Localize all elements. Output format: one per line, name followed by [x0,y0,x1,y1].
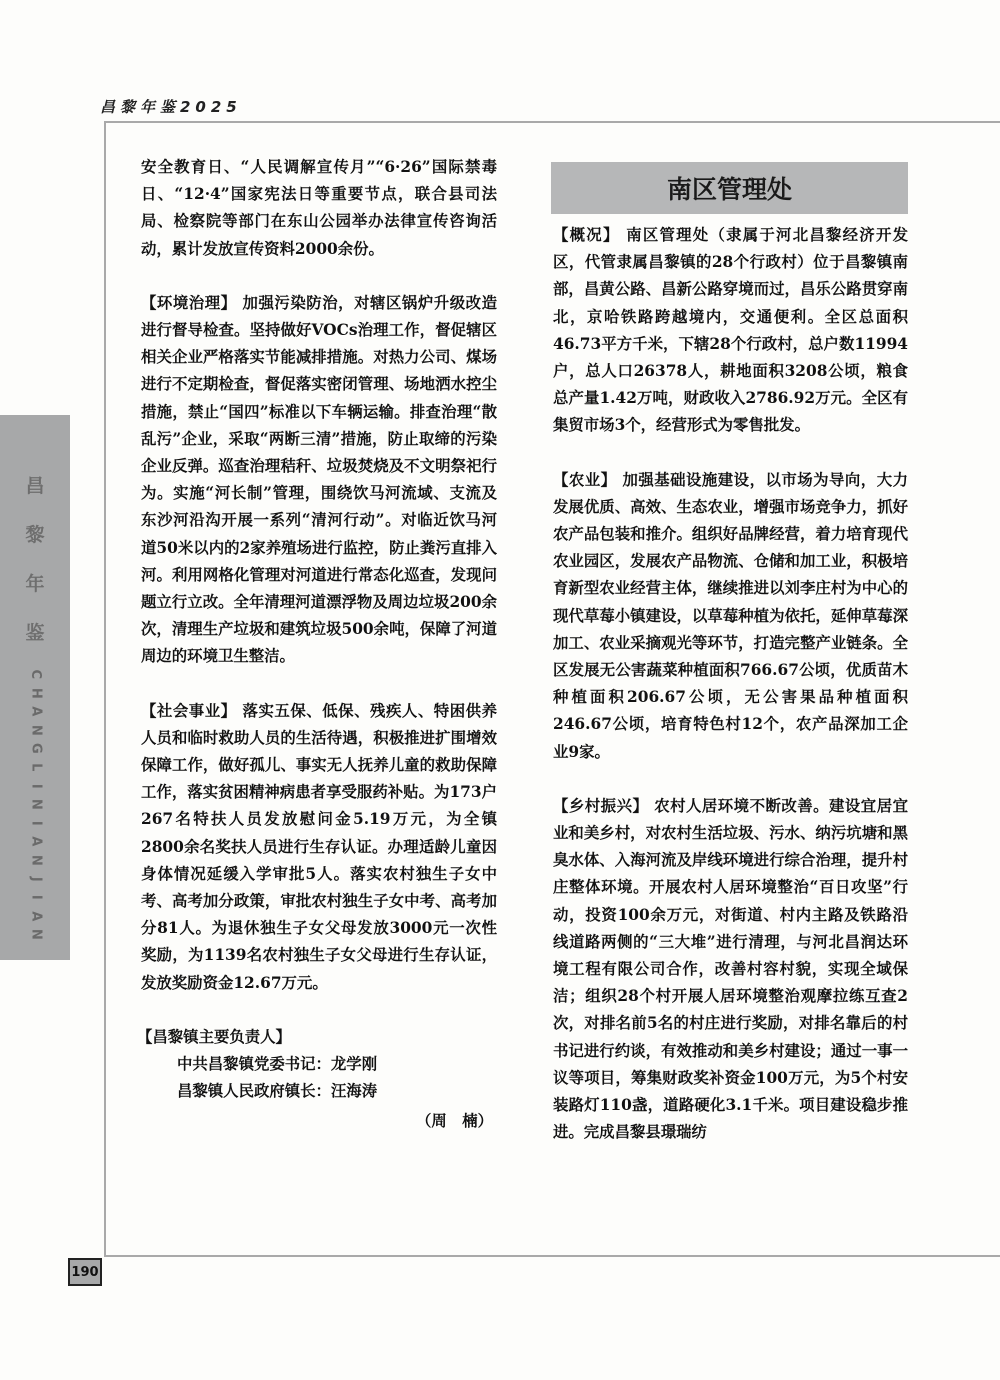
left-column [137,154,497,1135]
agriculture-text: 加强基础设施建设，以市场为导向，大力发展优质、高效、生态农业，增强市场竞争力，抓好农产品包装和推介。组织好品牌经营，着力培育现代农业园区，发展农产品物流、仓储和加工业，积极培育新型农业经营主体，继续推进以刘李庄村为中心的现代草莓小镇建设，以草莓种植为依托，延伸草莓深加工、农业采摘观光等环节，打造完整产业链条。全区发展无公害蔬菜种植面积766.67公顷，优质苗木种植面积206.67公顷，无公害果品种植面积246.67公顷，培育特色村12个，农产品深加工企业9家。 [553,470,908,761]
overview-paragraph [553,222,908,440]
pinyin-letter: A [28,706,44,717]
leaders-label: 【昌黎镇主要负责人】 [137,1027,291,1046]
pinyin-letter: N [28,724,44,736]
section-title: 南区管理处 [551,162,908,214]
side-tab [0,415,70,960]
rural-text: 农村人居环境不断改善。建设宜居宜业和美乡村，对农村生活垃圾、污水、纳污坑塘和黑臭水体、入海河流及岸线环境进行综合治理，提升村庄整体环境。开展农村人居环境整治“百日攻坚”行动，投资100余万元，对街道、村内主路及铁路沿线道路两侧的“三大堆”进行清理，与河北昌润达环境工程有限公司合作，改善村容村貌，实现全域保洁；组织28个村开展人居环境整治观摩拉练互查2次，对排名前5名的村庄进行奖励，对排名靠后的村书记进行约谈，有效推动和美乡村建设；通过一事一议等项目，筹集财政奖补资金100万元，为5个村安装路灯110盏，道路硬化3.1千米。项目建设稳步推进。完成昌黎县璟瑞纺 [553,796,908,1142]
editor-credit: （周 楠） [416,1111,493,1130]
rural-label: 【乡村振兴】 [553,796,649,815]
pinyin-letter: N [28,799,44,810]
side-tab-char: 昌 [25,475,45,497]
agriculture-paragraph [553,467,908,766]
overview-text: 南区管理处（隶属于河北昌黎经济开发区，代管隶属昌黎镇的28个行政村）位于昌黎镇南部，昌黄公路、昌新公路穿境而过，昌乐公路贯穿南北，京哈铁路跨越境内，交通便利。全区总面积46.73平方千米，下辖28个行政村，总户数11994户，总人口26378人，耕地面积3208公顷，粮食总产量1.42万吨，财政收入2786.92万元。全区有集贸市场3个，经营形式为零售批发。 [553,226,908,435]
agriculture-label: 【农业】 [553,470,617,489]
pinyin-letter: A [28,836,44,847]
side-tab-char: 黎 [25,524,45,546]
environment-text: 加强污染防治，对辖区锅炉升级改造进行督导检查。坚持做好VOCs治理工作，督促辖区相关企业严格落实节能减排措施。对热力公司、煤场进行不定期检查，督促落实密闭管理、场地洒水控尘措施，禁止“国四”标准以下车辆运输。排查治理“散乱污”企业，采取“两断三清”措施，防止取缔的污染企业反弹。巡查治理秸秆、垃圾焚烧及不文明祭祀行为。实施“河长制”管理，围绕饮马河流域、支流及东沙河沿沟开展一系列“清河行动”。对临近饮马河道50米以内的2家养殖场进行监控，防止粪污直排入河。利用网格化管理对河道进行常态化巡查，发现问题立行立改。全年清理河道漂浮物及周边垃圾200余次，清理生产垃圾和建筑垃圾500余吨，保障了河道周边的环境卫生整洁。 [141,293,497,666]
side-tab-char: 鉴 [25,622,45,644]
continuation-paragraph: 安全教育日、“人民调解宣传月”“6·26”国际禁毒日、“12·4”国家宪法日等重要节点，联合县司法局、检察院等部门在东山公园举办法律宣传咨询活动，累计发放宣传资料2000余份。 [141,158,497,258]
pinyin-letter: N [28,854,44,866]
pinyin-letter: J [28,876,44,882]
page-number: 190 [68,1258,102,1286]
social-text: 落实五保、低保、残疾人、特困供养人员和临时救助人员的生活待遇，积极推进扩围增效保障工作，做好孤儿、事实无人抚养儿童的救助保障工作，落实贫困精神病患者享受服药补贴。为173户267名特扶人员发放慰问金5.19万元，为全镇2800余名奖扶人员进行生存认证。办理适龄儿童因身体情况延缓入学审批5人。落实农村独生子女中考、高考加分政策，审批农村独生子女中考、高考加分81人。为退休独生子女父母发放3000元一次性奖励，为1139名农村独生子女父母进行生存认证，发放奖励资金12.67万元。 [141,701,497,992]
pinyin-letter: G [28,743,44,755]
running-head: 昌黎年鉴2025 [100,98,242,116]
frame-bottom-rule [104,1255,1000,1257]
right-column [553,222,908,1147]
side-tab-char: 年 [25,573,45,595]
social-label: 【社会事业】 [141,701,237,720]
side-tab-pinyin [28,665,44,944]
environment-paragraph [141,290,497,671]
social-paragraph [141,698,497,997]
pinyin-letter: L [28,763,44,772]
pinyin-letter: I [28,895,44,900]
frame-left-rule [104,121,106,1257]
rural-paragraph [553,793,908,1147]
leaders-block [137,1024,497,1135]
frame-top-rule [105,121,1000,123]
pinyin-letter: N [28,929,44,941]
pinyin-letter: I [28,783,44,789]
leader-line: 昌黎镇人民政府镇长：汪海涛 [177,1082,378,1101]
environment-label: 【环境治理】 [141,293,237,312]
pinyin-letter: A [28,910,44,922]
pinyin-letter: I [28,820,44,826]
overview-label: 【概况】 [553,226,620,244]
pinyin-letter: H [28,687,44,699]
pinyin-letter: C [28,669,44,680]
leader-line: 中共昌黎镇党委书记：龙学刚 [177,1055,378,1074]
